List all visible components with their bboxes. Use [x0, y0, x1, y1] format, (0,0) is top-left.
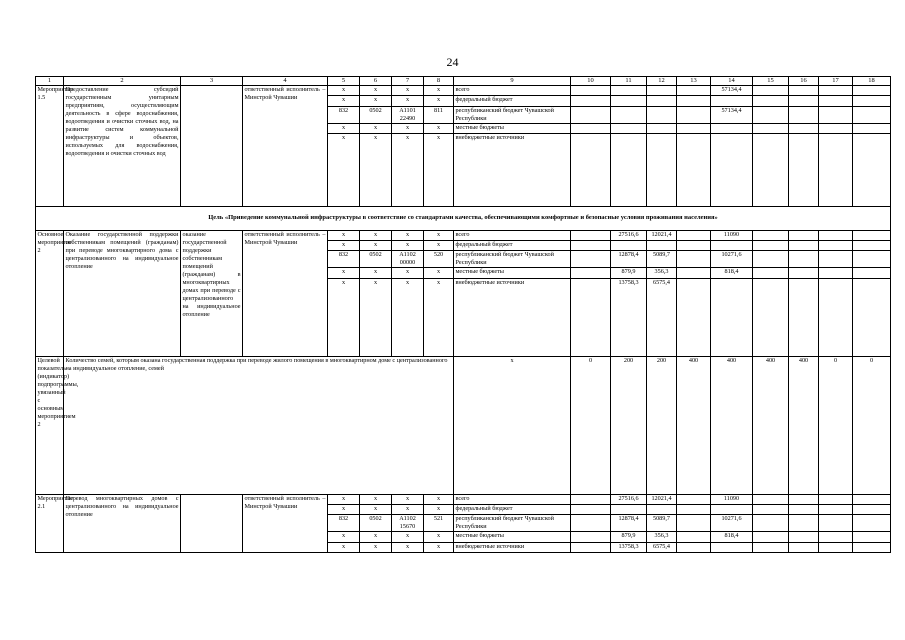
- table-cell: [647, 106, 677, 123]
- table-cell: [677, 268, 711, 278]
- table-cell: 13758,3: [611, 542, 647, 552]
- table-cell: 879,9: [611, 268, 647, 278]
- column-number: 14: [711, 77, 753, 86]
- table-cell: [789, 241, 819, 251]
- table-cell: республиканский бюджет Чувашской Республики: [454, 515, 571, 532]
- table-cell: [711, 278, 753, 356]
- table-cell: x: [328, 268, 360, 278]
- table-cell: x: [392, 278, 424, 356]
- table-cell: [677, 542, 711, 552]
- table-cell: x: [424, 241, 454, 251]
- table-cell: [711, 241, 753, 251]
- table-cell: федеральный бюджет: [454, 505, 571, 515]
- table-row: [36, 230, 891, 240]
- table-cell: [819, 278, 853, 356]
- table-cell: x: [424, 133, 454, 206]
- table-cell: 832: [328, 106, 360, 123]
- table-cell: x: [328, 505, 360, 515]
- table-cell: x: [424, 123, 454, 133]
- table-cell: 400: [789, 356, 819, 494]
- table-cell: [819, 106, 853, 123]
- table-cell: x: [328, 123, 360, 133]
- column-number: 16: [789, 77, 819, 86]
- table-cell: 879,9: [611, 532, 647, 542]
- table-cell: x: [392, 542, 424, 552]
- table-cell: оказание государственной поддержки собственникам помещений (гражданам) в многоквартирных домах при переводе с централизованного на индивидуальное отопление: [181, 230, 243, 356]
- table-cell: [571, 505, 611, 515]
- table-cell: [789, 123, 819, 133]
- table-cell: x: [392, 123, 424, 133]
- column-number: 10: [571, 77, 611, 86]
- table-cell: 27516,6: [611, 230, 647, 240]
- column-number: 8: [424, 77, 454, 86]
- table-cell: [571, 106, 611, 123]
- table-cell: [677, 133, 711, 206]
- table-cell: [711, 133, 753, 206]
- table-cell: [181, 86, 243, 207]
- table-cell: [789, 515, 819, 532]
- table-cell: x: [360, 532, 392, 542]
- table-cell: [571, 515, 611, 532]
- table-cell: [853, 123, 891, 133]
- table-cell: x: [424, 96, 454, 106]
- column-number: 18: [853, 77, 891, 86]
- table-cell: x: [392, 268, 424, 278]
- table-cell: 200: [647, 356, 677, 494]
- table-cell: республиканский бюджет Чувашской Республики: [454, 251, 571, 268]
- table-cell: [853, 505, 891, 515]
- table-cell: x: [328, 230, 360, 240]
- table-cell: [571, 86, 611, 96]
- table-cell: [789, 494, 819, 504]
- table-cell: федеральный бюджет: [454, 241, 571, 251]
- table-cell: 832: [328, 515, 360, 532]
- column-number: 13: [677, 77, 711, 86]
- table-cell: [853, 532, 891, 542]
- table-cell: [677, 505, 711, 515]
- table-cell: [819, 133, 853, 206]
- table-cell: [571, 278, 611, 356]
- column-number: 3: [181, 77, 243, 86]
- table-cell: 811: [424, 106, 454, 123]
- table-cell: x: [424, 505, 454, 515]
- column-number: 4: [243, 77, 328, 86]
- table-cell: [753, 241, 789, 251]
- column-number: 12: [647, 77, 677, 86]
- table-cell: [753, 494, 789, 504]
- table-cell: [853, 542, 891, 552]
- table-cell: x: [328, 542, 360, 552]
- table-cell: x: [392, 505, 424, 515]
- table-cell: x: [360, 230, 392, 240]
- table-cell: x: [424, 542, 454, 552]
- table-cell: всего: [454, 230, 571, 240]
- table-cell: 832: [328, 251, 360, 268]
- table-cell: 521: [424, 515, 454, 532]
- table-cell: А1102 15670: [392, 515, 424, 532]
- table-cell: Оказание государственной поддержки собственникам помещений (гражданам) при переводе многоквартирного дома с централизованного на индивидуальное отопление: [64, 230, 181, 356]
- table-cell: 0502: [360, 251, 392, 268]
- page-number: 24: [446, 55, 459, 69]
- table-cell: [789, 532, 819, 542]
- table-cell: x: [392, 133, 424, 206]
- table-cell: А1101 22490: [392, 106, 424, 123]
- table-cell: [677, 532, 711, 542]
- column-number: 5: [328, 77, 360, 86]
- table-cell: [789, 230, 819, 240]
- table-cell: 0: [571, 356, 611, 494]
- table-cell: x: [392, 532, 424, 542]
- table-cell: 356,3: [647, 268, 677, 278]
- table-cell: [853, 96, 891, 106]
- table-cell: [819, 268, 853, 278]
- table-cell: [789, 86, 819, 96]
- table-cell: x: [392, 494, 424, 504]
- table-cell: [853, 230, 891, 240]
- table-cell: x: [424, 86, 454, 96]
- table-cell: [853, 106, 891, 123]
- table-cell: 11090: [711, 230, 753, 240]
- table-cell: x: [392, 241, 424, 251]
- table-cell: x: [424, 532, 454, 542]
- table-cell: [853, 133, 891, 206]
- table-cell: 5089,7: [647, 251, 677, 268]
- table-cell: [753, 133, 789, 206]
- table-cell: [611, 86, 647, 96]
- table-cell: Предоставление субсидий государственным унитарным предприятиям, осуществляющим деятельность в сфере водоснабжения, водоотведения и очистки сточных вод, на развитие систем коммунальной инфраструктуры и объектов, используемых для водоснабжения, водоотведения и очистки сточных вод: [64, 86, 181, 207]
- table-cell: [819, 86, 853, 96]
- table-cell: [819, 123, 853, 133]
- table-cell: x: [328, 532, 360, 542]
- column-number: 17: [819, 77, 853, 86]
- table-cell: 0502: [360, 515, 392, 532]
- table-cell: [647, 96, 677, 106]
- table-cell: Основное мероприятие 2: [36, 230, 64, 356]
- column-number: 11: [611, 77, 647, 86]
- table-cell: [677, 123, 711, 133]
- table-cell: [571, 268, 611, 278]
- table-cell: 818,4: [711, 532, 753, 542]
- table-cell: [647, 133, 677, 206]
- table-cell: [647, 241, 677, 251]
- table-cell: [611, 133, 647, 206]
- table-cell: x: [360, 542, 392, 552]
- table-cell: x: [328, 494, 360, 504]
- table-cell: [853, 278, 891, 356]
- table-cell: x: [424, 278, 454, 356]
- table-cell: [711, 542, 753, 552]
- table-cell: [711, 123, 753, 133]
- table-cell: 27516,6: [611, 494, 647, 504]
- table-cell: А1102 00000: [392, 251, 424, 268]
- table-cell: 200: [611, 356, 647, 494]
- table-cell: [819, 251, 853, 268]
- table-cell: Целевой показатель (индикатор) подпрограммы, увязанный с основным мероприятием 2: [36, 356, 64, 494]
- table-cell: 400: [711, 356, 753, 494]
- table-cell: [753, 123, 789, 133]
- table-cell: [753, 542, 789, 552]
- table-cell: x: [392, 230, 424, 240]
- table-cell: 5089,7: [647, 515, 677, 532]
- table-cell: 10271,6: [711, 251, 753, 268]
- table-cell: [611, 241, 647, 251]
- table-cell: 818,4: [711, 268, 753, 278]
- table-cell: 356,3: [647, 532, 677, 542]
- table-cell: [677, 96, 711, 106]
- indicator-row: [36, 356, 891, 494]
- table-cell: 0: [853, 356, 891, 494]
- table-cell: [789, 106, 819, 123]
- table-row: [36, 86, 891, 96]
- table-cell: местные бюджеты: [454, 268, 571, 278]
- table-cell: 0502: [360, 106, 392, 123]
- table-cell: [753, 86, 789, 96]
- table-cell: [753, 106, 789, 123]
- table-cell: 6575,4: [647, 542, 677, 552]
- column-number: 1: [36, 77, 64, 86]
- table-cell: [789, 268, 819, 278]
- table-cell: [819, 494, 853, 504]
- table-cell: [647, 86, 677, 96]
- table-cell: 12878,4: [611, 251, 647, 268]
- table-cell: 0: [819, 356, 853, 494]
- table-cell: x: [424, 230, 454, 240]
- goal-text: Цель «Приведение коммунальной инфраструктуры в соответствие со стандартами качества, обеспечивающими комфортные и безопасные условия проживания населения»: [36, 206, 891, 230]
- table-cell: x: [392, 86, 424, 96]
- table-cell: [677, 494, 711, 504]
- table-cell: внебюджетные источники: [454, 133, 571, 206]
- table-cell: [647, 123, 677, 133]
- table-cell: x: [360, 96, 392, 106]
- table-cell: [853, 251, 891, 268]
- table-cell: x: [328, 96, 360, 106]
- table-cell: местные бюджеты: [454, 532, 571, 542]
- program-table: [35, 76, 891, 553]
- table-cell: [677, 106, 711, 123]
- column-number: 6: [360, 77, 392, 86]
- table-cell: федеральный бюджет: [454, 96, 571, 106]
- table-cell: [789, 96, 819, 106]
- table-cell: x: [424, 494, 454, 504]
- table-cell: [611, 96, 647, 106]
- table-cell: x: [424, 268, 454, 278]
- table-cell: ответственный исполнитель – Минстрой Чувашии: [243, 494, 328, 552]
- table-cell: [789, 542, 819, 552]
- table-cell: [571, 241, 611, 251]
- table-cell: 12021,4: [647, 494, 677, 504]
- table-cell: [571, 542, 611, 552]
- table-cell: [571, 96, 611, 106]
- table-cell: [711, 505, 753, 515]
- table-cell: [571, 532, 611, 542]
- column-number: 9: [454, 77, 571, 86]
- table-cell: [789, 251, 819, 268]
- table-cell: [789, 505, 819, 515]
- table-cell: [853, 241, 891, 251]
- table-cell: [181, 494, 243, 552]
- table-cell: Мероприятие 1.5: [36, 86, 64, 207]
- table-cell: [853, 515, 891, 532]
- header-row: [36, 77, 891, 86]
- table-cell: [853, 494, 891, 504]
- table-cell: x: [328, 133, 360, 206]
- table-row: [36, 494, 891, 504]
- table-cell: Количество семей, которым оказана государственная поддержка при переводе жилого помещения в многоквартирном доме с централизованного на индивидуальное отопление, семей: [64, 356, 454, 494]
- table-cell: [611, 106, 647, 123]
- table-cell: [819, 505, 853, 515]
- table-cell: Перевод многоквартирных домов с централизованного на индивидуальное отопление: [64, 494, 181, 552]
- table-cell: Мероприятие 2.1: [36, 494, 64, 552]
- table-cell: [819, 96, 853, 106]
- table-cell: [753, 251, 789, 268]
- table-cell: x: [328, 86, 360, 96]
- table-cell: [711, 96, 753, 106]
- table-cell: [571, 133, 611, 206]
- table-cell: 6575,4: [647, 278, 677, 356]
- column-number: 2: [64, 77, 181, 86]
- table-cell: [571, 251, 611, 268]
- table-cell: [611, 123, 647, 133]
- table-cell: 11090: [711, 494, 753, 504]
- table-cell: 57134,4: [711, 106, 753, 123]
- table-cell: [571, 494, 611, 504]
- table-cell: [753, 268, 789, 278]
- table-cell: [753, 505, 789, 515]
- table-cell: [677, 251, 711, 268]
- table-cell: 10271,6: [711, 515, 753, 532]
- table-cell: ответственный исполнитель – Минстрой Чувашии: [243, 230, 328, 356]
- table-cell: 12878,4: [611, 515, 647, 532]
- table-cell: [677, 230, 711, 240]
- table-cell: [753, 96, 789, 106]
- table-cell: [571, 230, 611, 240]
- table-cell: x: [392, 96, 424, 106]
- table-cell: 520: [424, 251, 454, 268]
- table-cell: [677, 86, 711, 96]
- goal-row: [36, 206, 891, 230]
- table-cell: республиканский бюджет Чувашской Республики: [454, 106, 571, 123]
- table-cell: x: [328, 278, 360, 356]
- table-cell: [677, 278, 711, 356]
- table-cell: x: [360, 123, 392, 133]
- table-cell: x: [360, 133, 392, 206]
- table-cell: x: [328, 241, 360, 251]
- table-cell: 12021,4: [647, 230, 677, 240]
- table-cell: [789, 278, 819, 356]
- table-cell: [677, 241, 711, 251]
- table-cell: всего: [454, 86, 571, 96]
- column-number: 15: [753, 77, 789, 86]
- table-cell: 400: [753, 356, 789, 494]
- table-cell: x: [454, 356, 571, 494]
- table-cell: всего: [454, 494, 571, 504]
- table-cell: [819, 532, 853, 542]
- table-cell: x: [360, 494, 392, 504]
- table-cell: x: [360, 241, 392, 251]
- table-cell: [789, 133, 819, 206]
- table-cell: внебюджетные источники: [454, 542, 571, 552]
- table-cell: местные бюджеты: [454, 123, 571, 133]
- table-cell: [819, 542, 853, 552]
- table-cell: внебюджетные источники: [454, 278, 571, 356]
- table-cell: [753, 230, 789, 240]
- table-cell: [571, 123, 611, 133]
- table-cell: [819, 230, 853, 240]
- table-cell: [819, 241, 853, 251]
- table-cell: 400: [677, 356, 711, 494]
- table-cell: 57134,4: [711, 86, 753, 96]
- table-cell: [677, 515, 711, 532]
- table-cell: ответственный исполнитель – Минстрой Чувашии: [243, 86, 328, 207]
- table-cell: [611, 505, 647, 515]
- table-cell: x: [360, 86, 392, 96]
- table-cell: [853, 268, 891, 278]
- column-number: 7: [392, 77, 424, 86]
- table-cell: [753, 515, 789, 532]
- table-cell: [753, 532, 789, 542]
- table-cell: x: [360, 505, 392, 515]
- table-cell: [853, 86, 891, 96]
- table-cell: [819, 515, 853, 532]
- table-cell: 13758,3: [611, 278, 647, 356]
- table-cell: [753, 278, 789, 356]
- table-cell: [647, 505, 677, 515]
- table-cell: x: [360, 268, 392, 278]
- table-cell: x: [360, 278, 392, 356]
